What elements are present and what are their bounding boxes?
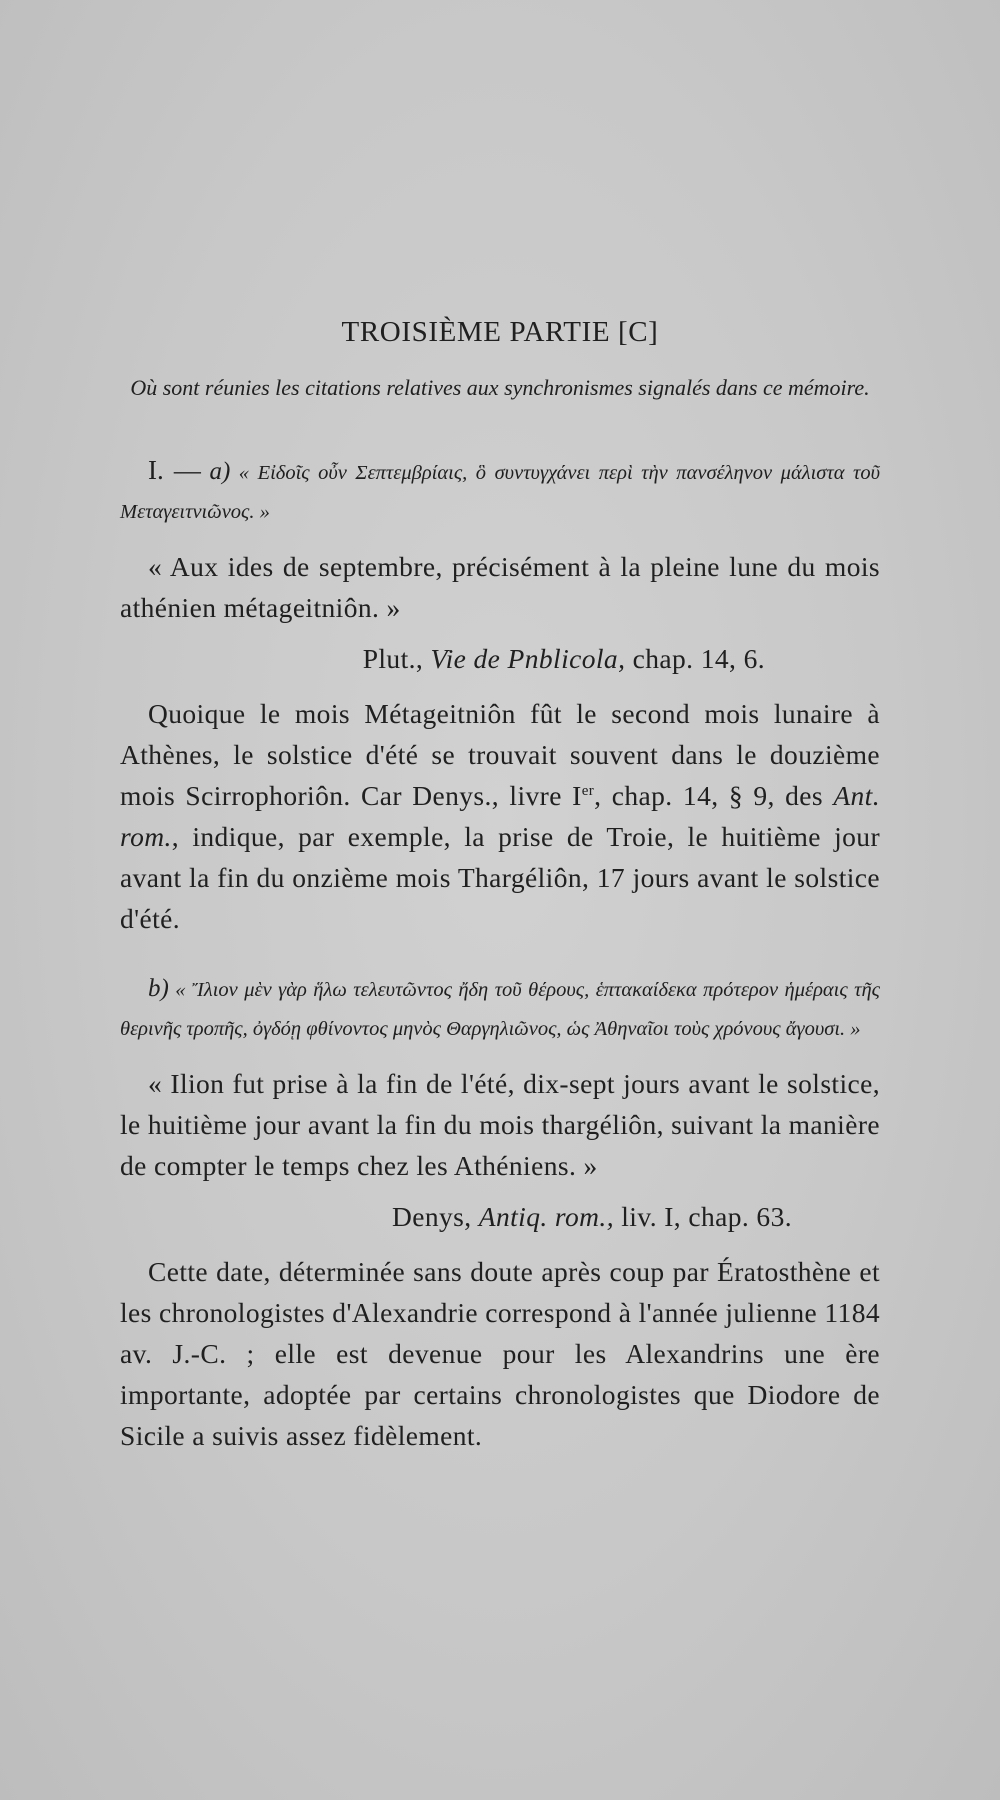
page-content — [120, 300, 880, 1456]
reference-a — [120, 638, 880, 679]
greek-text-a: « Εἰδοῖς οὖν Σεπτεμβρίαις, ὃ συντυγχάνει περὶ τὴν πανσέληνον μάλιστα τοῦ Μεταγειτνιῶνος. » — [120, 462, 881, 523]
para-1-text-2: , chap. 14, § 9, des — [594, 780, 823, 811]
french-quote-b: « Ilion fut prise à la fin de l'été, dix-sept jours avant le solstice, le huitième jour avant la fin du mois thargéliôn, suivant la manière de compter le temps chez les Athéniens. » — [120, 1068, 880, 1181]
label-b: b) — [148, 975, 169, 1002]
greek-text-b: « Ἴλιον μὲν γὰρ ἥλω τελευτῶντος ἤδη τοῦ θέρους, ἑπτακαίδεκα πρότερον ἡμέραις τῆς θερινῆς τροπῆς, ὀγδόῃ φθίνοντος μηνὸς Θαργηλιῶνος, ὡς Ἀθηναῖοι τοὺς χρόνους ἄγουσι. » — [120, 979, 880, 1040]
ref-b-work: Antiq. rom., — [478, 1201, 614, 1232]
page-subtitle: Où sont réunies les citations relatives aux synchronismes signalés dans ce mémoire. — [130, 375, 870, 400]
commentary-paragraph-2: Cette date, déterminée sans doute après coup par Ératosthène et les chronologistes d'Alexandrie correspond à l'année julienne 1184 av. J.-C. ; elle est devenue pour les Alexandrins une ère importante, adoptée par certains chronologistes que Diodore de Sicile a suivis assez fidèlement. — [120, 1256, 880, 1451]
para-1-superscript: er — [581, 782, 595, 799]
ref-a-work: Vie de Pnblicola, — [430, 643, 626, 674]
para-1-work-title: Ant. rom. — [120, 780, 880, 852]
greek-quote-a — [120, 451, 880, 532]
para-1-text-3: , indique, par exemple, la prise de Troie, le huitième jour avant la fin du onzième mois Thargéliôn, 17 jours avant le solstice d'été. — [120, 821, 880, 934]
section-number: I. — — [148, 455, 201, 485]
ref-a-location: chap. 14, 6. — [632, 643, 765, 674]
ref-b-location: liv. I, chap. 63. — [621, 1201, 792, 1232]
reference-b — [120, 1196, 880, 1237]
ref-b-author: Denys, — [391, 1201, 472, 1232]
label-a: a) — [209, 458, 231, 485]
french-quote-a: « Aux ides de septembre, précisément à la pleine lune du mois athénien métageitniôn. » — [120, 551, 880, 623]
ref-a-author: Plut., — [362, 643, 424, 674]
greek-quote-b — [120, 969, 880, 1049]
commentary-paragraph-1 — [120, 693, 880, 939]
para-1-text-1: Quoique le mois Métageitniôn fût le second mois lunaire à Athènes, le solstice d'été se trouvait souvent dans le douzième mois Scirrophoriôn. Car Denys., livre I — [120, 698, 880, 811]
page-title: TROISIÈME PARTIE [C] — [341, 316, 659, 348]
